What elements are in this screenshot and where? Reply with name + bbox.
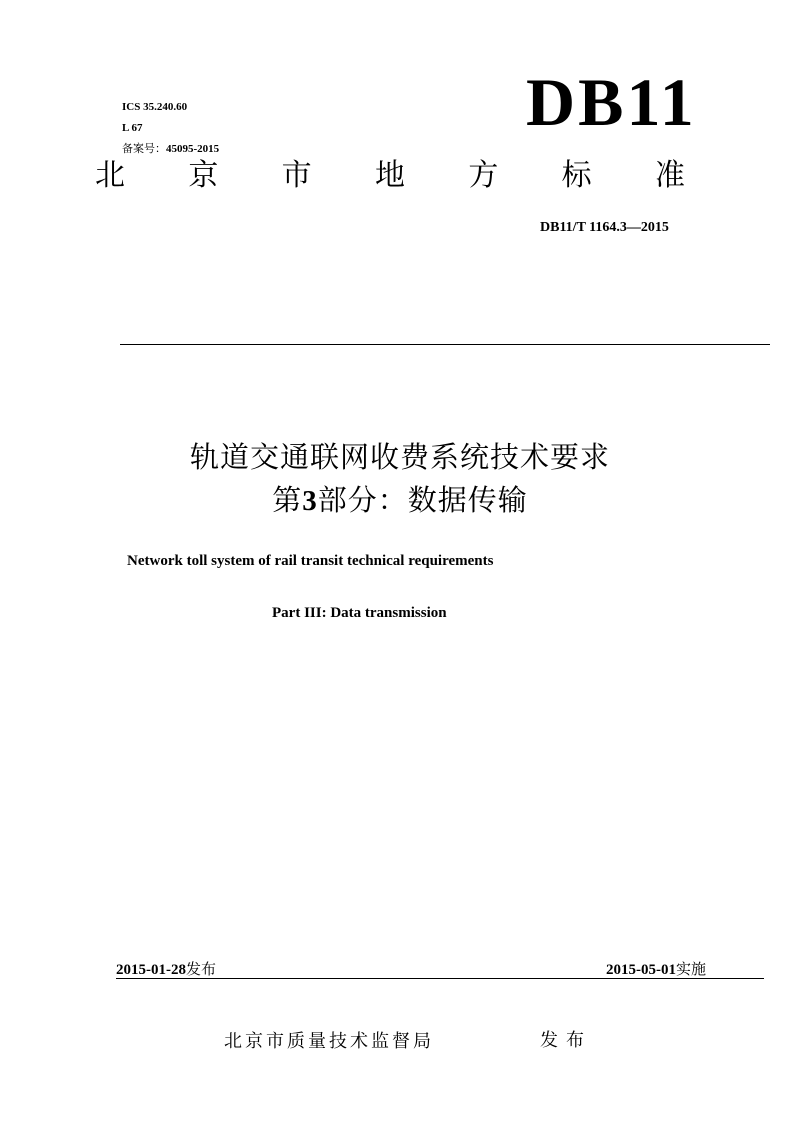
- implementation-date-value: 2015-05-01: [606, 962, 676, 978]
- standard-type-heading: [95, 158, 685, 194]
- title-part-prefix: 第: [272, 483, 303, 517]
- filing-number: [122, 142, 219, 156]
- publish-label: 发布: [540, 1030, 592, 1051]
- standard-type-char: 北: [95, 158, 125, 193]
- standard-type-char: 市: [281, 158, 312, 193]
- title-en-line2: Part III: Data transmission: [272, 605, 447, 621]
- standard-type-char: 准: [654, 158, 685, 193]
- bottom-divider: [116, 978, 764, 979]
- standard-type-char: 标: [561, 158, 592, 193]
- standard-number: DB11/T 1164.3—2015: [540, 220, 669, 235]
- title-part-suffix: 部分：数据传输: [317, 483, 528, 517]
- filing-label: 备案号：: [122, 142, 166, 155]
- issue-date-value: 2015-01-28: [116, 962, 186, 978]
- ics-code: ICS 35.240.60: [122, 101, 188, 113]
- title-zh-line2: [0, 483, 800, 518]
- standard-code-db11: DB11: [526, 64, 697, 140]
- title-part-number: 3: [302, 485, 318, 517]
- implementation-date-label: 实施: [676, 960, 707, 978]
- title-zh-line1: 轨道交通联网收费系统技术要求: [189, 440, 610, 474]
- implementation-date: [606, 960, 706, 979]
- top-divider: [120, 344, 770, 345]
- title-en-line1: Network toll system of rail transit technical requirements: [127, 553, 494, 569]
- standard-type-char: 地: [374, 158, 405, 193]
- standard-type-char: 方: [468, 158, 499, 193]
- issue-date-label: 发布: [186, 960, 217, 978]
- publisher: 北京市质量技术监督局: [224, 1031, 434, 1052]
- standard-type-char: 京: [188, 158, 219, 193]
- filing-value: 45095-2015: [166, 143, 220, 155]
- issue-date: [116, 960, 216, 979]
- ccs-code: L 67: [122, 122, 143, 134]
